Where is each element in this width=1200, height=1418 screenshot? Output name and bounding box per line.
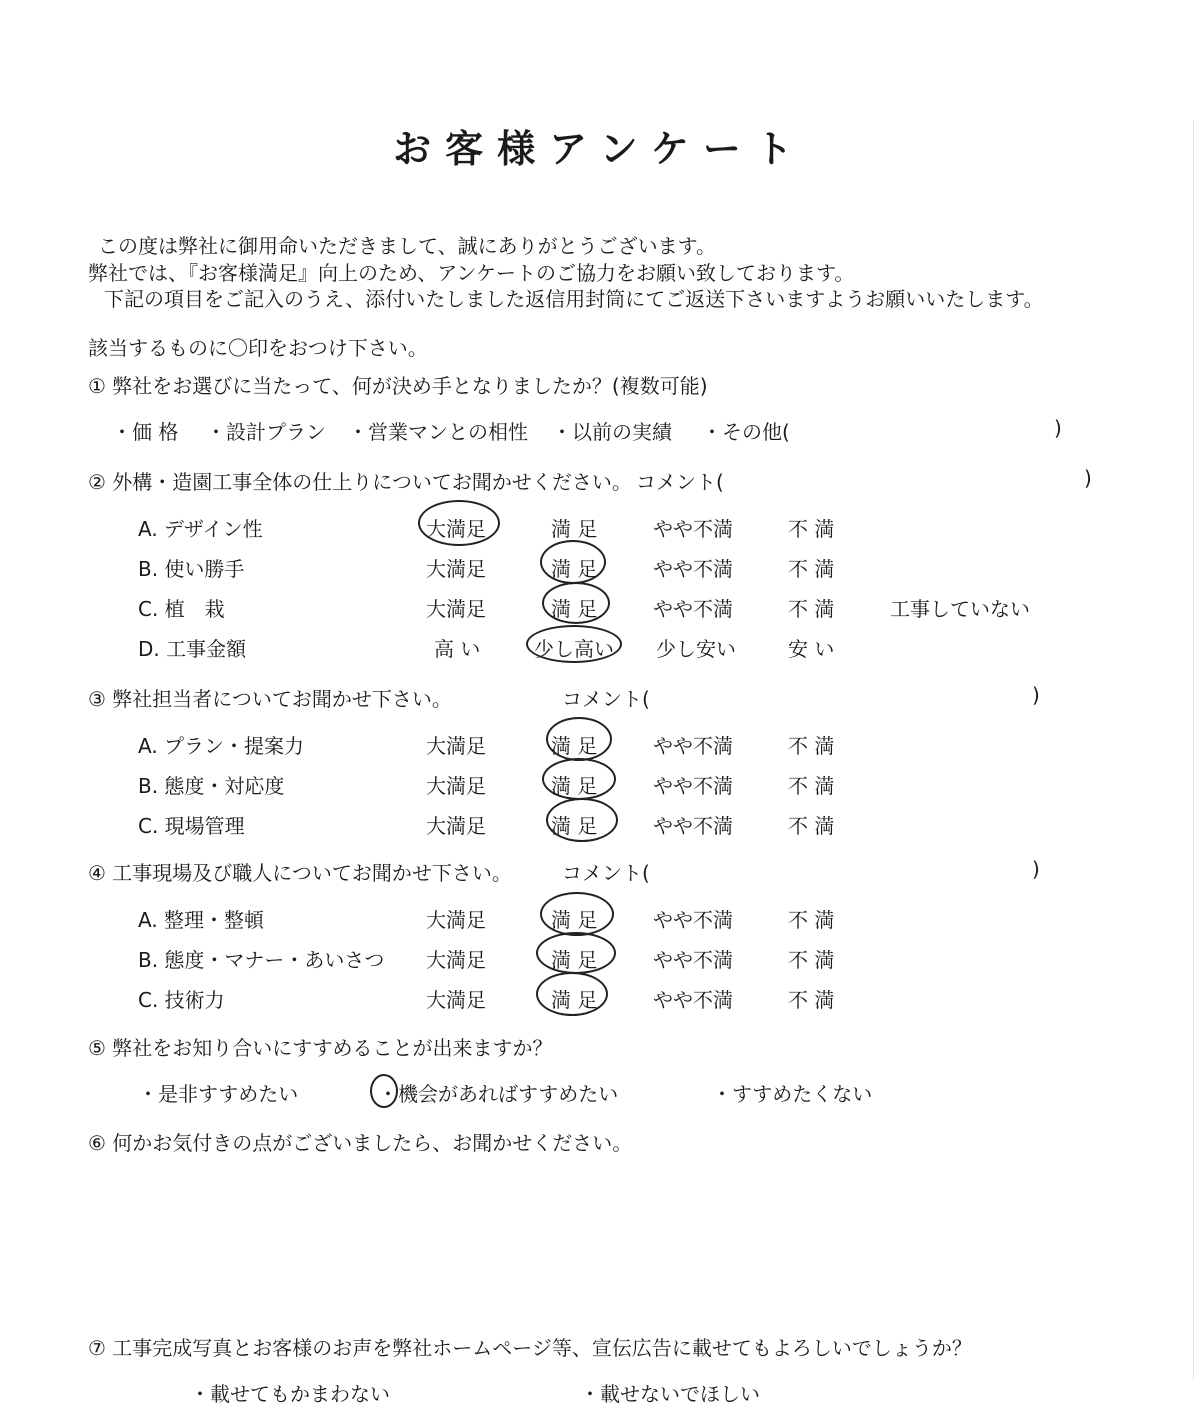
q3-row-c-option-1[interactable]: 大満足 — [426, 814, 486, 838]
page-title: お客様アンケート — [393, 127, 807, 171]
q2-row-a-option-2[interactable]: 満 足 — [551, 517, 598, 541]
q4-row-b-option-2[interactable]: 満 足 — [551, 948, 598, 972]
intro-line-2: 弊社では、『お客様満足』向上のため、アンケートのご協力をお願い致しております。 — [88, 261, 855, 285]
q5-option-2[interactable]: ・機会があればすすめたい — [378, 1082, 619, 1106]
q3-row-b-option-4[interactable]: 不 満 — [788, 774, 835, 798]
q3-comment-label[interactable]: コメント( — [562, 687, 650, 711]
question-1: ① 弊社をお選びに当たって、何が決め手となりましたか？(複数可能) — [88, 374, 708, 398]
question-7: ⑦ 工事完成写真とお客様のお声を弊社ホームページ等、宣伝広告に載せてもよろしいでしょうか？ — [88, 1336, 972, 1360]
question-6: ⑥ 何かお気付きの点がございましたら、お聞かせください。 — [88, 1131, 633, 1155]
q4-row-c-option-4[interactable]: 不 満 — [788, 988, 835, 1012]
question-5: ⑤ 弊社をお知り合いにすすめることが出来ますか？ — [88, 1036, 553, 1060]
q2-row-d-option-2[interactable]: 少し高い — [534, 637, 614, 661]
q2-row-a-option-4[interactable]: 不 満 — [788, 517, 835, 541]
q2-row-d-option-4[interactable]: 安 い — [788, 637, 835, 661]
q3-row-b-label: B. 態度・対応度 — [138, 774, 285, 798]
q2-row-a-option-3[interactable]: やや不満 — [653, 517, 733, 541]
q4-row-a-label: A. 整理・整頓 — [138, 908, 265, 932]
q4-row-c-option-1[interactable]: 大満足 — [426, 988, 486, 1012]
q2-row-b-label: B. 使い勝手 — [138, 557, 245, 581]
q5-option-3[interactable]: ・すすめたくない — [712, 1082, 873, 1106]
q2-row-c-option-3[interactable]: やや不満 — [653, 597, 733, 621]
q4-row-a-option-1[interactable]: 大満足 — [426, 908, 486, 932]
q2-row-c-option-5[interactable]: 工事していない — [890, 597, 1030, 621]
q2-row-c-option-2[interactable]: 満 足 — [551, 597, 598, 621]
q2-row-d-label: D. 工事金額 — [138, 637, 247, 661]
q4-comment-close: ) — [1032, 857, 1040, 881]
q2-comment-close: ) — [1084, 466, 1092, 490]
q4-row-b-option-1[interactable]: 大満足 — [426, 948, 486, 972]
q3-row-a-option-4[interactable]: 不 満 — [788, 734, 835, 758]
question-4: ④ 工事現場及び職人についてお聞かせ下さい。 — [88, 861, 512, 885]
q2-row-b-option-2[interactable]: 満 足 — [551, 557, 598, 581]
q4-row-a-option-3[interactable]: やや不満 — [653, 908, 733, 932]
q1-option-price[interactable]: ・価 格 — [112, 420, 179, 444]
q7-option-2[interactable]: ・載せないでほしい — [580, 1382, 760, 1406]
q3-row-b-option-2[interactable]: 満 足 — [551, 774, 598, 798]
q4-row-c-option-3[interactable]: やや不満 — [653, 988, 733, 1012]
q4-row-b-option-3[interactable]: やや不満 — [653, 948, 733, 972]
q3-comment-close: ) — [1032, 683, 1040, 707]
q2-comment-label[interactable]: コメント( — [636, 470, 724, 494]
q1-option-salesperson[interactable]: ・営業マンとの相性 — [348, 420, 528, 444]
q3-row-a-option-1[interactable]: 大満足 — [426, 734, 486, 758]
q3-row-b-option-1[interactable]: 大満足 — [426, 774, 486, 798]
q2-row-c-label: C. 植 栽 — [138, 597, 225, 621]
q4-row-b-option-4[interactable]: 不 満 — [788, 948, 835, 972]
q3-row-a-option-3[interactable]: やや不満 — [653, 734, 733, 758]
q4-row-c-label: C. 技術力 — [138, 988, 225, 1012]
q4-row-a-option-2[interactable]: 満 足 — [551, 908, 598, 932]
q4-row-b-label: B. 態度・マナー・あいさつ — [138, 948, 385, 972]
q2-row-d-option-1[interactable]: 高 い — [434, 637, 481, 661]
q1-option-design-plan[interactable]: ・設計プラン — [206, 420, 326, 444]
q6-answer-area[interactable] — [88, 1160, 1088, 1320]
q2-row-c-option-4[interactable]: 不 満 — [788, 597, 835, 621]
q4-row-c-option-2[interactable]: 満 足 — [551, 988, 598, 1012]
q1-option-past-record[interactable]: ・以前の実績 — [552, 420, 672, 444]
q3-row-c-option-2[interactable]: 満 足 — [551, 814, 598, 838]
scan-edge-line — [1193, 120, 1194, 1380]
question-3: ③ 弊社担当者についてお聞かせ下さい。 — [88, 687, 452, 711]
q5-option-1[interactable]: ・是非すすめたい — [138, 1082, 299, 1106]
q4-comment-label[interactable]: コメント( — [562, 861, 650, 885]
q3-row-a-option-2[interactable]: 満 足 — [551, 734, 598, 758]
q2-row-a-label: A. デザイン性 — [138, 517, 263, 541]
q2-row-d-option-3[interactable]: 少し安い — [656, 637, 736, 661]
instruction-text: 該当するものに〇印をおつけ下さい。 — [88, 336, 428, 360]
question-2: ② 外構・造園工事全体の仕上りについてお聞かせください。 — [88, 470, 632, 494]
q3-row-c-option-4[interactable]: 不 満 — [788, 814, 835, 838]
intro-line-1: この度は弊社に御用命いただきまして、誠にありがとうございます。 — [98, 234, 716, 258]
q2-row-c-option-1[interactable]: 大満足 — [426, 597, 486, 621]
q1-option-other[interactable]: ・その他( — [702, 420, 790, 444]
q3-row-c-label: C. 現場管理 — [138, 814, 245, 838]
q3-row-a-label: A. プラン・提案力 — [138, 734, 305, 758]
q2-row-a-option-1[interactable]: 大満足 — [426, 517, 486, 541]
q3-row-c-option-3[interactable]: やや不満 — [653, 814, 733, 838]
q4-row-a-option-4[interactable]: 不 満 — [788, 908, 835, 932]
q3-row-b-option-3[interactable]: やや不満 — [653, 774, 733, 798]
q7-option-1[interactable]: ・載せてもかまわない — [190, 1382, 390, 1406]
q2-row-b-option-1[interactable]: 大満足 — [426, 557, 486, 581]
q1-other-close: ) — [1054, 416, 1062, 440]
q2-row-b-option-3[interactable]: やや不満 — [653, 557, 733, 581]
q2-row-b-option-4[interactable]: 不 満 — [788, 557, 835, 581]
intro-line-3: 下記の項目をご記入のうえ、添付いたしました返信用封筒にてご返送下さいますようお願いいたします。 — [104, 287, 1044, 311]
